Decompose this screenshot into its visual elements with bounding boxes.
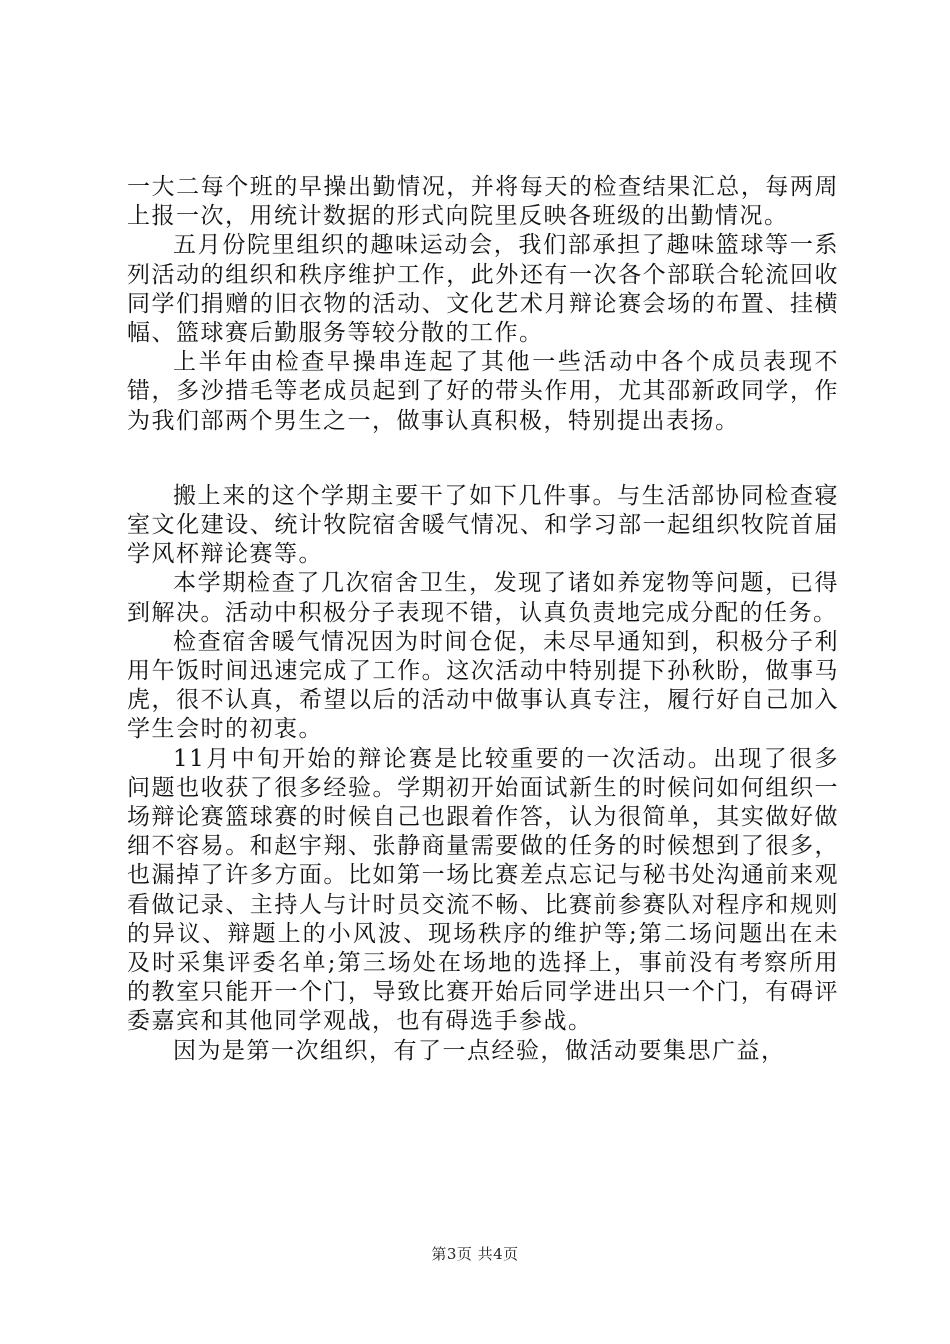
- paragraph-debate-competition: 11月中旬开始的辩论赛是比较重要的一次活动。出现了很多问题也收获了很多经验。学期初开始面试新生的时候问如何组织一场辩论赛篮球赛的时候自己也跟着作答，认为很简单，其实做好做细不容易。和赵宇翔、张静商量需要做的任务的时候想到了很多，也漏掉了许多方面。比如第一场比赛差点忘记与秘书处沟通前来观看做记录、主持人与计时员交流不畅、比赛前参赛队对程序和规则的异议、辩题上的小风波、现场秩序的维护等;第二场问题出在未及时采集评委名单;第三场处在场地的选择上，事前没有考察所用的教室只能开一个门，导致比赛开始后同学进出只一个门，有碍评委嘉宾和其他同学观战，也有碍选手参战。: [127, 745, 839, 1035]
- document-body: [127, 173, 839, 1066]
- paragraph-first-half-members: 上半年由检查早操串连起了其他一些活动中各个成员表现不错，多沙措毛等老成员起到了好的带头作用，尤其邵新政同学，作为我们部两个男生之一，做事认真积极，特别提出表扬。: [127, 349, 839, 434]
- page-number-label: 第3页 共4页: [431, 1245, 519, 1263]
- paragraph-dorm-hygiene: 本学期检查了几次宿舍卫生，发现了诸如养宠物等问题，已得到解决。活动中积极分子表现不错，认真负责地完成分配的任务。: [127, 570, 839, 626]
- paragraph-attendance-summary: 一大二每个班的早操出勤情况，并将每天的检查结果汇总，每两周上报一次，用统计数据的形式向院里反映各班级的出勤情况。: [127, 174, 839, 230]
- page-footer: [0, 1243, 950, 1264]
- paragraph-semester-tasks: 搬上来的这个学期主要干了如下几件事。与生活部协同检查寝室文化建设、统计牧院宿舍暖气情况、和学习部一起组织牧院首届学风杯辩论赛等。: [127, 482, 839, 568]
- paragraph-first-time-organizing: 因为是第一次组织，有了一点经验，做活动要集思广益，: [173, 1037, 786, 1064]
- paragraph-heating-check: 检查宿舍暖气情况因为时间仓促，未尽早通知到，积极分子利用午饭时间迅速完成了工作。这次活动中特别提下孙秋盼，做事马虎，很不认真，希望以后的活动中做事认真专注，履行好自己加入学生会时的初衷。: [127, 628, 839, 743]
- paragraph-sports-meet: 五月份院里组织的趣味运动会，我们部承担了趣味篮球等一系列活动的组织和秩序维护工作，此外还有一次各个部联合轮流回收同学们捐赠的旧衣物的活动、文化艺术月辩论赛会场的布置、挂横幅、篮球赛后勤服务等较分散的工作。: [127, 232, 839, 347]
